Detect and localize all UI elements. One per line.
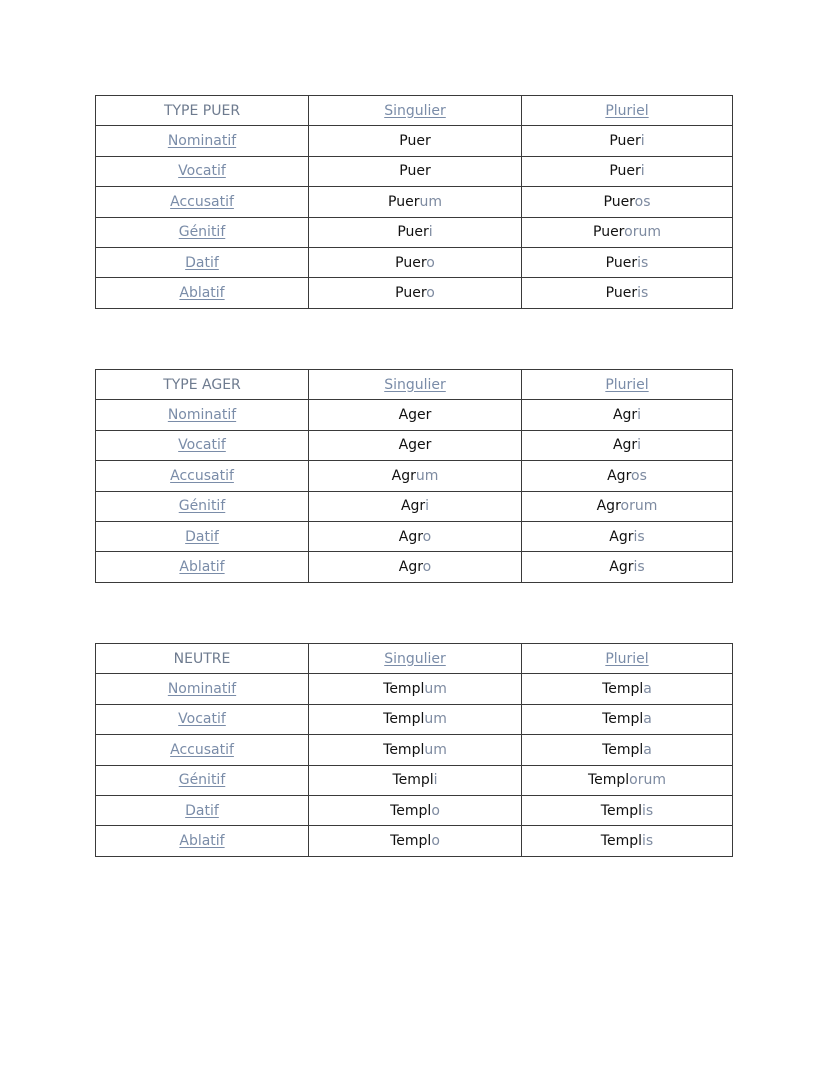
- case-label: Nominatif: [96, 674, 309, 704]
- plural-form: [522, 217, 733, 247]
- ending: orum: [620, 498, 658, 515]
- ending: is: [637, 285, 649, 302]
- stem: Puer: [399, 163, 431, 180]
- stem: Templ: [390, 833, 432, 850]
- stem: Puer: [395, 285, 427, 302]
- stem: Puer: [605, 285, 638, 302]
- table-row: [96, 461, 733, 491]
- case-label: Ablatif: [96, 826, 309, 856]
- ending: o: [422, 528, 432, 545]
- stem: Puer: [399, 133, 431, 150]
- column-header-singular: Singulier: [309, 644, 522, 674]
- singular-form: [309, 765, 522, 795]
- column-header-plural: Pluriel: [522, 644, 733, 674]
- singular-form: [309, 674, 522, 704]
- singular-form: [309, 430, 522, 460]
- table-title: TYPE AGER: [96, 370, 309, 400]
- stem: Agr: [391, 467, 416, 484]
- table-row: [96, 126, 733, 156]
- case-label: Datif: [96, 795, 309, 825]
- ending: um: [424, 741, 447, 758]
- plural-form: [522, 795, 733, 825]
- singular-form: [309, 521, 522, 551]
- plural-form: [522, 247, 733, 277]
- ending: um: [424, 711, 447, 728]
- case-label: Vocatif: [96, 156, 309, 186]
- table-header-row: [96, 370, 733, 400]
- stem: Agr: [607, 467, 632, 484]
- plural-form: [522, 735, 733, 765]
- plural-form: [522, 400, 733, 430]
- ending: o: [431, 833, 440, 850]
- singular-form: [309, 704, 522, 734]
- singular-form: [309, 552, 522, 582]
- stem: Agr: [612, 437, 638, 454]
- plural-form: [522, 156, 733, 186]
- plural-form: [522, 826, 733, 856]
- stem: Templ: [602, 741, 644, 758]
- stem: Templ: [383, 681, 425, 698]
- stem: Agr: [398, 528, 423, 545]
- table-row: [96, 491, 733, 521]
- case-label: Accusatif: [96, 187, 309, 217]
- case-label: Nominatif: [96, 126, 309, 156]
- stem: Templ: [600, 802, 642, 819]
- declension-table-neutre: [95, 643, 733, 857]
- plural-form: [522, 521, 733, 551]
- stem: Puer: [388, 193, 420, 210]
- stem: Agr: [609, 528, 634, 545]
- case-label: Datif: [96, 247, 309, 277]
- stem: Templ: [390, 802, 432, 819]
- table-header-row: [96, 644, 733, 674]
- declension-table-puer: [95, 95, 733, 309]
- table-row: [96, 735, 733, 765]
- stem: Puer: [395, 254, 427, 271]
- ending: is: [642, 802, 654, 819]
- stem: Puer: [603, 193, 635, 210]
- ending: o: [426, 285, 435, 302]
- stem: Puer: [593, 224, 625, 241]
- plural-form: [522, 461, 733, 491]
- table-title: NEUTRE: [96, 644, 309, 674]
- table-row: [96, 826, 733, 856]
- ending: o: [422, 559, 432, 576]
- ending: os: [631, 467, 647, 484]
- ending: a: [643, 711, 652, 728]
- singular-form: [309, 826, 522, 856]
- table-row: [96, 217, 733, 247]
- stem: Templ: [600, 833, 642, 850]
- case-label: Vocatif: [96, 704, 309, 734]
- table-row: [96, 278, 733, 308]
- stem: Puer: [609, 163, 641, 180]
- case-label: Génitif: [96, 765, 309, 795]
- singular-form: [309, 278, 522, 308]
- ending: um: [415, 467, 439, 484]
- ending: i: [640, 163, 645, 180]
- plural-form: [522, 278, 733, 308]
- plural-form: [522, 552, 733, 582]
- case-label: Accusatif: [96, 735, 309, 765]
- ending: i: [637, 437, 642, 454]
- stem: Agr: [596, 498, 621, 515]
- table-row: [96, 247, 733, 277]
- case-label: Génitif: [96, 491, 309, 521]
- table-row: [96, 704, 733, 734]
- ending: i: [433, 772, 438, 789]
- ending: o: [431, 802, 440, 819]
- table-row: [96, 552, 733, 582]
- plural-form: [522, 491, 733, 521]
- table-row: [96, 156, 733, 186]
- ending: os: [634, 193, 651, 210]
- case-label: Ablatif: [96, 278, 309, 308]
- ending: is: [633, 559, 645, 576]
- ending: a: [643, 741, 652, 758]
- ending: orum: [624, 224, 661, 241]
- singular-form: [309, 217, 522, 247]
- column-header-plural: Pluriel: [522, 370, 733, 400]
- case-label: Génitif: [96, 217, 309, 247]
- table-header-row: [96, 96, 733, 126]
- case-label: Nominatif: [96, 400, 309, 430]
- singular-form: [309, 795, 522, 825]
- ending: is: [642, 833, 654, 850]
- table-row: [96, 795, 733, 825]
- plural-form: [522, 674, 733, 704]
- stem: Templ: [383, 711, 425, 728]
- table-row: [96, 521, 733, 551]
- singular-form: [309, 400, 522, 430]
- table-row: [96, 674, 733, 704]
- singular-form: [309, 187, 522, 217]
- ending: i: [425, 498, 430, 515]
- ending: i: [640, 133, 645, 150]
- ending: o: [426, 254, 435, 271]
- table-row: [96, 430, 733, 460]
- table-title: TYPE PUER: [96, 96, 309, 126]
- ending: is: [637, 254, 649, 271]
- stem: Templ: [587, 772, 630, 789]
- singular-form: [309, 461, 522, 491]
- case-label: Datif: [96, 521, 309, 551]
- stem: Ager: [398, 407, 432, 424]
- plural-form: [522, 430, 733, 460]
- declension-table-ager: [95, 369, 733, 583]
- table-row: [96, 187, 733, 217]
- stem: Agr: [612, 407, 638, 424]
- stem: Puer: [605, 254, 638, 271]
- stem: Agr: [400, 498, 426, 515]
- stem: Ager: [398, 437, 432, 454]
- singular-form: [309, 247, 522, 277]
- ending: i: [637, 407, 642, 424]
- singular-form: [309, 491, 522, 521]
- stem: Templ: [392, 772, 434, 789]
- column-header-plural: Pluriel: [522, 96, 733, 126]
- ending: is: [633, 528, 645, 545]
- stem: Templ: [602, 681, 644, 698]
- plural-form: [522, 187, 733, 217]
- table-row: [96, 765, 733, 795]
- column-header-singular: Singulier: [309, 96, 522, 126]
- plural-form: [522, 765, 733, 795]
- stem: Agr: [398, 559, 423, 576]
- ending: a: [643, 681, 652, 698]
- ending: orum: [629, 772, 667, 789]
- stem: Puer: [609, 133, 641, 150]
- case-label: Accusatif: [96, 461, 309, 491]
- singular-form: [309, 126, 522, 156]
- ending: um: [424, 681, 447, 698]
- case-label: Ablatif: [96, 552, 309, 582]
- ending: um: [419, 193, 442, 210]
- plural-form: [522, 126, 733, 156]
- stem: Agr: [609, 559, 634, 576]
- stem: Templ: [602, 711, 644, 728]
- singular-form: [309, 156, 522, 186]
- case-label: Vocatif: [96, 430, 309, 460]
- plural-form: [522, 704, 733, 734]
- ending: i: [428, 224, 433, 241]
- column-header-singular: Singulier: [309, 370, 522, 400]
- singular-form: [309, 735, 522, 765]
- stem: Templ: [383, 741, 425, 758]
- stem: Puer: [397, 224, 429, 241]
- table-row: [96, 400, 733, 430]
